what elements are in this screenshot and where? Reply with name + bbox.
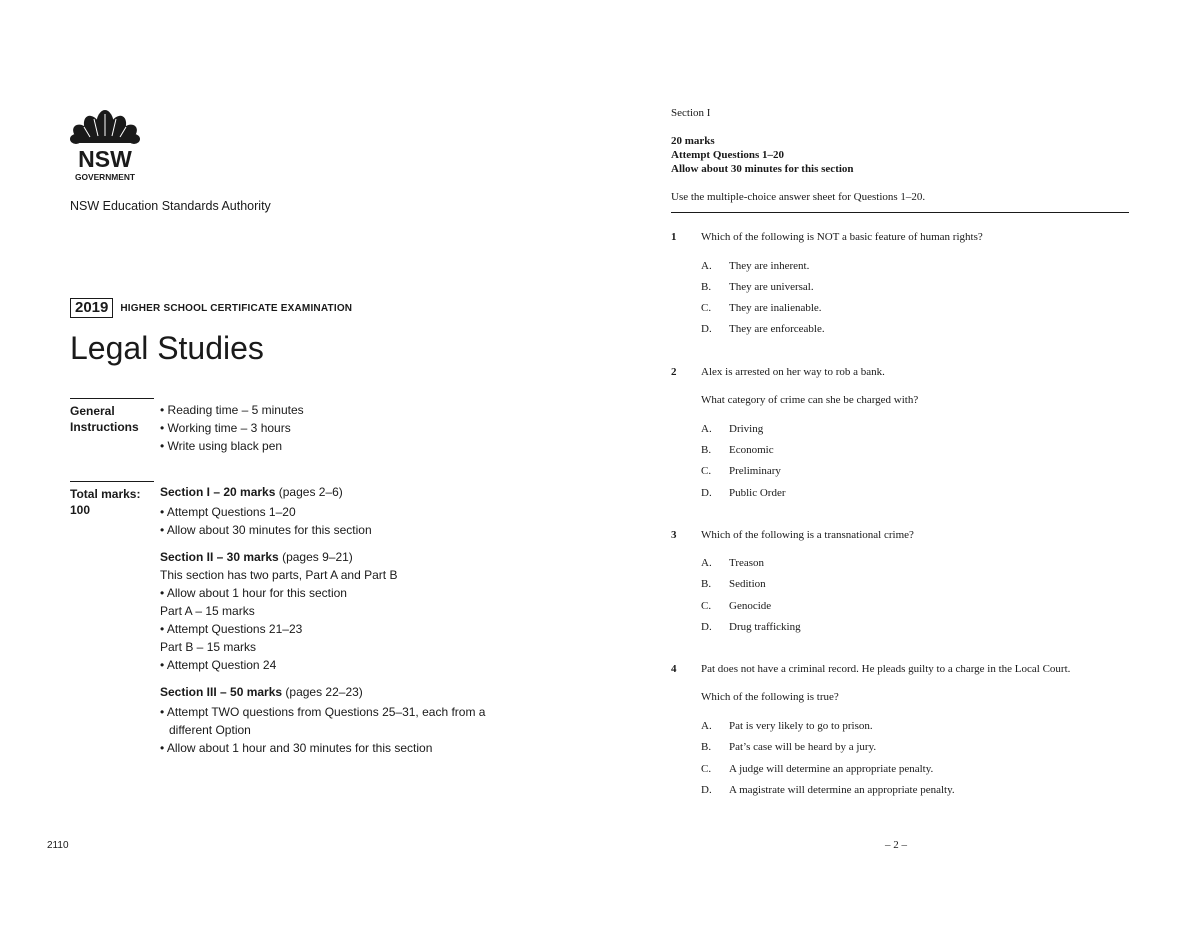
general-item: • Reading time – 5 minutes [160, 401, 304, 419]
option-letter: C. [701, 465, 712, 477]
section2-list-b [160, 620, 520, 638]
option-text: A judge will determine an appropriate penalty. [729, 763, 934, 775]
option-text: Driving [729, 423, 764, 435]
section-allow: Allow about 30 minutes for this section [671, 163, 854, 175]
exam-year: 2019 [70, 298, 113, 318]
section2-part-a: Part A – 15 marks [160, 604, 255, 618]
option-text: They are inherent. [729, 260, 810, 272]
section2-heading [160, 548, 520, 566]
general-label-line1: General [70, 404, 115, 418]
option-text: Economic [729, 444, 774, 456]
section3-pages: (pages 22–23) [285, 685, 363, 699]
option-text: They are inalienable. [729, 302, 822, 314]
section-marks: 20 marks [671, 135, 715, 147]
option-letter: B. [701, 578, 712, 590]
section2-list-a [160, 584, 520, 602]
option-letter: B. [701, 444, 712, 456]
option-letter: D. [701, 487, 712, 499]
general-label-line2: Instructions [70, 420, 139, 434]
total-label-line2: 100 [70, 503, 91, 517]
subject-title: Legal Studies [70, 330, 264, 366]
section2-title: Section II – 30 marks [160, 550, 279, 564]
question-text: Pat does not have a criminal record. He pleads guilty to a charge in the Local Court. [701, 663, 1071, 675]
option-letter: A. [701, 720, 712, 732]
section-attempt: Attempt Questions 1–20 [671, 149, 785, 161]
option-text: They are enforceable. [729, 323, 825, 335]
option-letter: D. [701, 323, 712, 335]
section-heading-block [671, 106, 925, 204]
logo-text-government: GOVERNMENT [74, 172, 136, 182]
exam-header [70, 298, 352, 318]
logo-text-nsw: NSW [78, 146, 132, 172]
general-instructions-label [70, 403, 139, 435]
option-text: Preliminary [729, 465, 781, 477]
question-subtext: What category of crime can she be charged with? [701, 394, 919, 406]
section1-heading [160, 483, 520, 501]
question-number: 1 [671, 231, 677, 243]
option-letter: A. [701, 423, 712, 435]
section2-part-b: Part B – 15 marks [160, 640, 257, 654]
question-text: Which of the following is a transnational crime? [701, 529, 914, 541]
section3-list [160, 703, 505, 757]
waratah-icon [68, 106, 142, 184]
question-subtext: Which of the following is true? [701, 691, 839, 703]
page-number: – 2 – [885, 839, 907, 851]
option-letter: C. [701, 600, 712, 612]
option-text: Drug trafficking [729, 621, 801, 633]
section1-item: • Attempt Questions 1–20 [160, 503, 520, 521]
question-text: Alex is arrested on her way to rob a bank. [701, 366, 885, 378]
section1-list [160, 503, 520, 539]
page-code: 2110 [47, 840, 69, 851]
section2-item: • Attempt Questions 21–23 [160, 620, 520, 638]
divider-general [70, 398, 154, 399]
section1-pages: (pages 2–6) [278, 485, 343, 499]
section1-item: • Allow about 30 minutes for this section [160, 521, 520, 539]
option-text: Pat is very likely to go to prison. [729, 720, 873, 732]
section3-item: • Attempt TWO questions from Questions 25–31, each from a different Option [160, 703, 505, 739]
exam-title: HIGHER SCHOOL CERTIFICATE EXAMINATION [120, 302, 353, 314]
option-text: A magistrate will determine an appropriate penalty. [729, 784, 955, 796]
section1-title: Section I – 20 marks [160, 485, 276, 499]
section3-heading [160, 683, 520, 701]
option-letter: C. [701, 763, 712, 775]
option-letter: B. [701, 281, 712, 293]
total-marks-label [70, 486, 140, 518]
section3-title: Section III – 50 marks [160, 685, 283, 699]
option-text: Pat’s case will be heard by a jury. [729, 741, 877, 753]
section3-item: • Allow about 1 hour and 30 minutes for this section [160, 739, 505, 757]
section-divider [671, 212, 1129, 213]
option-letter: B. [701, 741, 712, 753]
divider-total [70, 481, 154, 482]
section2-item: • Allow about 1 hour for this section [160, 584, 520, 602]
section-title: Section I [671, 107, 711, 119]
authority-name: NSW Education Standards Authority [70, 199, 271, 213]
option-text: Sedition [729, 578, 766, 590]
question-number: 2 [671, 366, 677, 378]
general-item: • Write using black pen [160, 437, 304, 455]
general-instructions-list [160, 401, 304, 455]
total-label-line1: Total marks: [70, 487, 141, 501]
section2-intro: This section has two parts, Part A and Part B [160, 568, 398, 582]
general-item: • Working time – 3 hours [160, 419, 304, 437]
option-letter: D. [701, 621, 712, 633]
question-number: 4 [671, 663, 677, 675]
section2-item: • Attempt Question 24 [160, 656, 520, 674]
nsw-government-logo [68, 106, 142, 184]
question-number: 3 [671, 529, 677, 541]
question-text: Which of the following is NOT a basic feature of human rights? [701, 231, 983, 243]
sections-overview [160, 483, 520, 757]
option-text: Genocide [729, 600, 772, 612]
option-letter: A. [701, 557, 712, 569]
option-text: Treason [729, 557, 765, 569]
option-text: Public Order [729, 487, 786, 499]
section2-list-c [160, 656, 520, 674]
option-letter: C. [701, 302, 712, 314]
option-letter: A. [701, 260, 712, 272]
option-letter: D. [701, 784, 712, 796]
section2-pages: (pages 9–21) [282, 550, 353, 564]
answer-sheet-instruction: Use the multiple-choice answer sheet for Questions 1–20. [671, 191, 926, 203]
option-text: They are universal. [729, 281, 814, 293]
